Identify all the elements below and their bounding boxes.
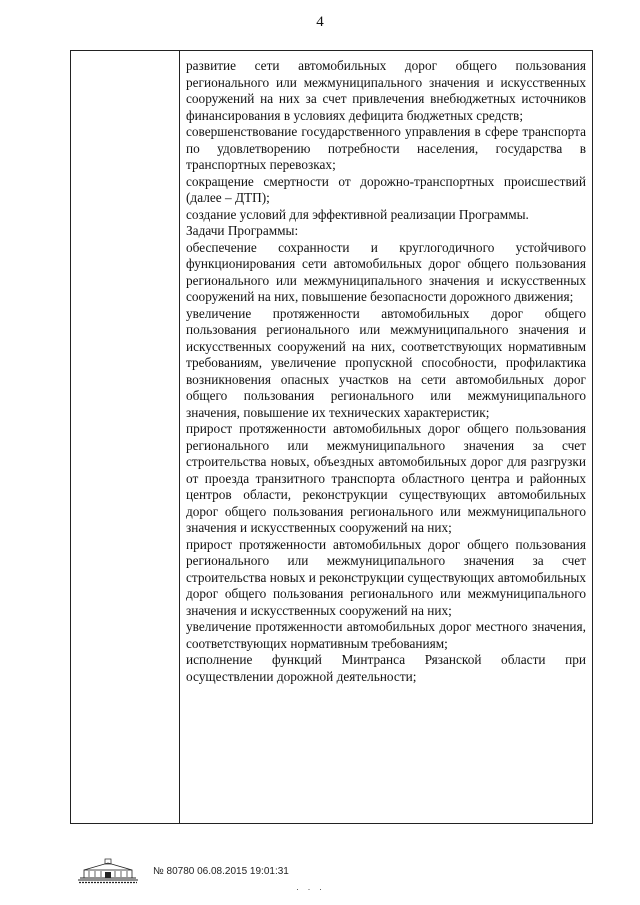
goal-paragraph: развитие сети автомобильных дорог общего пользования регионального или межмуниципального значения и искусственных сооружений на них за счет привлечения внебюджетных источников финансирования в условиях дефицита бюджетных средств; <box>186 58 586 123</box>
table-left-column <box>71 51 180 823</box>
table-right-column <box>186 58 586 685</box>
task-paragraph: прирост протяженности автомобильных дорог общего пользования регионального или межмуниципального значения за счет строительства новых и реконструкции существующих автомобильных дорог общего пользования регионального или межмуниципального значения и искусственных сооружений на них; <box>186 536 586 618</box>
goal-paragraph: совершенствование государственного управления в сфере транспорта по удовлетворению потребности населения, государства в транспортных перевозках; <box>186 124 586 172</box>
document-registration-stamp: № 80780 06.08.2015 19:01:31 <box>153 866 289 877</box>
program-table <box>70 50 593 824</box>
scan-marks: · · · <box>296 884 325 894</box>
task-paragraph: увеличение протяженности автомобильных дорог местного значения, соответствующих нормативным требованиям; <box>186 619 586 651</box>
goal-paragraph: сокращение смертности от дорожно-транспортных происшествий (далее – ДТП); <box>186 173 586 205</box>
government-building-logo-icon <box>76 858 140 884</box>
task-paragraph: увеличение протяженности автомобильных дорог общего пользования регионального или межмуниципального значения и искусственных сооружений на них, соответствующих нормативным требованиям, увеличение пропускной способности, профилактика возникновения опасных участков на сети автомобильных дорог общего пользования регионального или межмуниципального значения, повышение их технических характеристик; <box>186 305 586 420</box>
page-number: 4 <box>316 14 324 30</box>
tasks-heading: Задачи Программы: <box>186 223 299 238</box>
task-paragraph: прирост протяженности автомобильных дорог общего пользования регионального или межмуниципального значения за счет строительства новых, объездных автомобильных дорог для разгрузки от проезда транзитного транспорта областного центра и районных центров области, реконструкции существующих автомобильных дорог общего пользования регионального или межмуниципального значения и искусственных сооружений на них; <box>186 421 586 535</box>
goal-paragraph: создание условий для эффективной реализации Программы. <box>186 206 529 222</box>
document-footer <box>76 858 476 888</box>
task-paragraph: обеспечение сохранности и круглогодичного устойчивого функционирования сети автомобильных дорог общего пользования регионального или межмуниципального значения и искусственных сооружений на них, повышение безопасности дорожного движения; <box>186 239 586 304</box>
task-paragraph: исполнение функций Минтранса Рязанской области при осуществлении дорожной деятельности; <box>186 652 586 684</box>
